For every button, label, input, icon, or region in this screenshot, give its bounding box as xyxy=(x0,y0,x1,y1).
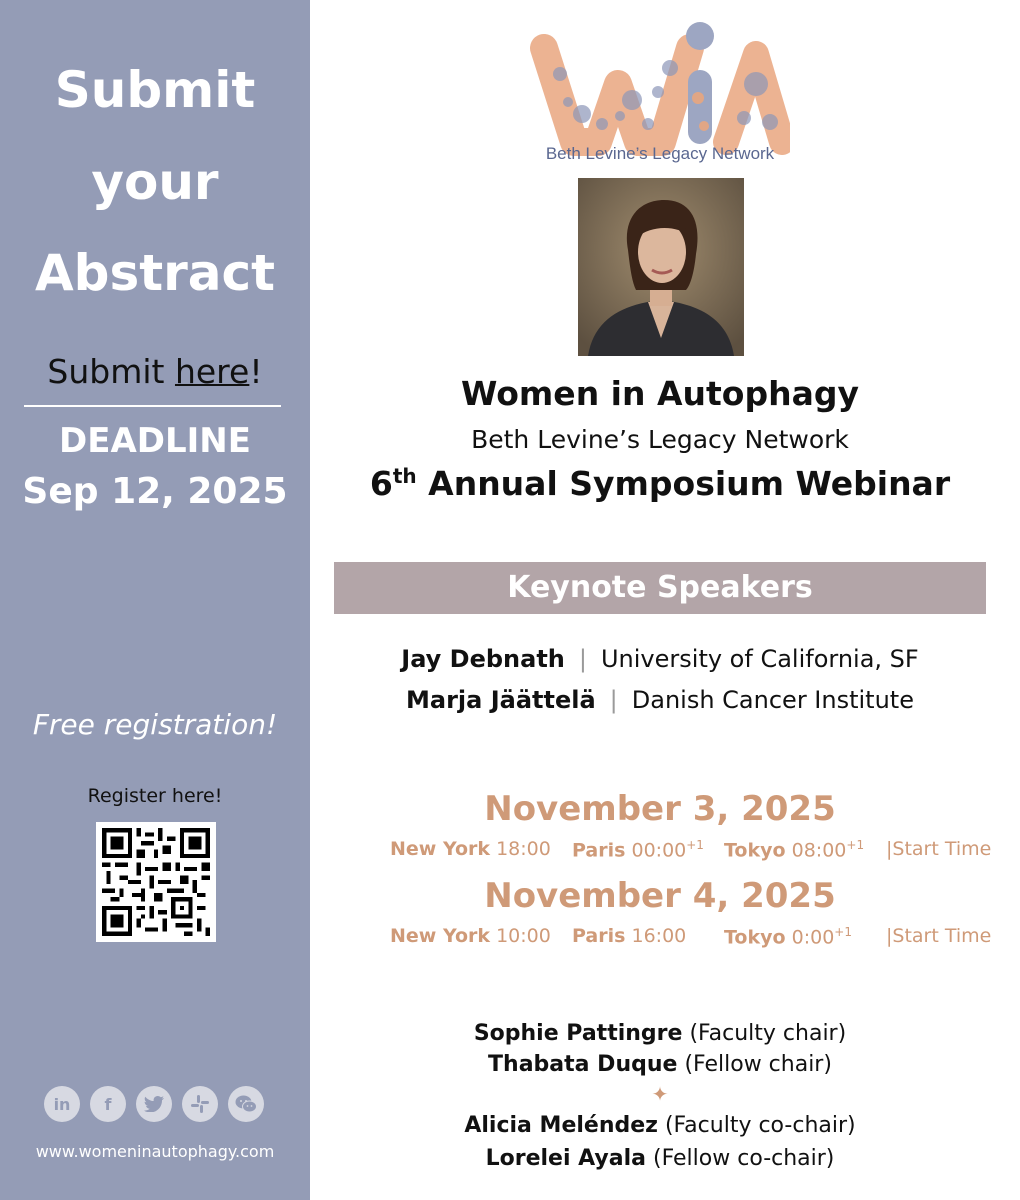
city-name: Paris xyxy=(572,839,626,862)
deadline-label: DEADLINE xyxy=(59,421,251,461)
keynote-speakers-banner: Keynote Speakers xyxy=(334,562,986,614)
event-title: Women in Autophagy xyxy=(461,374,859,413)
time-newyork xyxy=(390,838,551,860)
city-name: Paris xyxy=(572,925,626,947)
city-time: 0:00 xyxy=(791,926,835,949)
linkedin-icon[interactable]: in xyxy=(44,1086,80,1122)
event-subtitle: Beth Levine’s Legacy Network xyxy=(471,425,849,454)
chair-role: (Fellow chair) xyxy=(684,1052,832,1077)
submit-suffix: ! xyxy=(249,352,263,391)
city-name: New York xyxy=(390,925,491,947)
time-paris xyxy=(572,925,686,947)
chair-name: Alicia Meléndez xyxy=(464,1113,658,1138)
chair-row xyxy=(310,1052,1010,1077)
city-time: 08:00 xyxy=(791,839,847,862)
speaker-name: Marja Jäättelä xyxy=(406,686,596,714)
keynote-speaker-row xyxy=(310,645,1010,673)
speaker-name: Jay Debnath xyxy=(401,645,565,673)
free-registration-text: Free registration! xyxy=(32,708,278,741)
slack-icon[interactable] xyxy=(182,1086,218,1122)
day-offset: +1 xyxy=(846,838,865,852)
register-here-label: Register here! xyxy=(87,785,223,807)
time-tokyo xyxy=(724,838,864,861)
registration-qr-code[interactable] xyxy=(96,822,216,942)
chair-row xyxy=(310,1021,1010,1046)
chair-name: Sophie Pattingre xyxy=(473,1021,683,1046)
sidebar-divider xyxy=(24,405,281,407)
city-name: Tokyo xyxy=(724,926,786,949)
chair-row xyxy=(310,1146,1010,1171)
qr-code-icon xyxy=(102,828,210,936)
start-time-label: |Start Time xyxy=(886,838,992,860)
chair-name: Lorelei Ayala xyxy=(485,1146,646,1171)
chair-role: (Fellow co-chair) xyxy=(652,1146,835,1171)
time-tokyo xyxy=(724,925,852,948)
twitter-icon[interactable] xyxy=(136,1086,172,1122)
start-time-label: |Start Time xyxy=(886,925,992,947)
divider-star-icon: ✦ xyxy=(651,1082,669,1106)
edition-number: 6 xyxy=(369,464,393,503)
time-paris xyxy=(572,838,704,861)
city-time: 10:00 xyxy=(496,925,551,947)
event-edition xyxy=(310,464,1010,503)
speaker-portrait-image xyxy=(578,178,744,356)
session-date: November 4, 2025 xyxy=(484,876,836,916)
chair-role: (Faculty co-chair) xyxy=(664,1113,856,1138)
city-time: 00:00 xyxy=(631,839,687,862)
main-content xyxy=(310,0,1020,1200)
day-offset: +1 xyxy=(686,838,704,852)
speaker-separator: | xyxy=(578,645,587,673)
submit-prefix: Submit xyxy=(47,352,175,391)
edition-suffix: th xyxy=(392,464,417,488)
deadline-date: Sep 12, 2025 xyxy=(22,471,288,512)
speaker-affiliation: Danish Cancer Institute xyxy=(631,686,914,714)
time-newyork xyxy=(390,925,551,947)
submit-abstract-text xyxy=(0,352,310,391)
sidebar-title-line-3: Abstract xyxy=(34,244,276,302)
chair-name: Thabata Duque xyxy=(488,1052,678,1077)
speaker-affiliation: University of California, SF xyxy=(600,645,919,673)
website-link[interactable]: www.womeninautophagy.com xyxy=(35,1142,275,1161)
edition-rest: Annual Symposium Webinar xyxy=(416,464,951,503)
chair-row xyxy=(310,1113,1010,1138)
city-name: New York xyxy=(390,838,491,860)
city-name: Tokyo xyxy=(724,839,786,862)
session-date: November 3, 2025 xyxy=(484,789,836,829)
chair-role: (Faculty chair) xyxy=(689,1021,847,1046)
city-time: 18:00 xyxy=(496,838,551,860)
social-links xyxy=(44,1086,264,1122)
day-offset: +1 xyxy=(834,925,852,939)
wechat-icon[interactable] xyxy=(228,1086,264,1122)
sidebar-title-line-2: your xyxy=(91,153,219,211)
city-time: 16:00 xyxy=(631,925,687,947)
sidebar xyxy=(0,0,310,1200)
facebook-icon[interactable]: f xyxy=(90,1086,126,1122)
logo-caption: Beth Levine’s Legacy Network xyxy=(545,144,775,163)
sidebar-title-line-1: Submit xyxy=(54,61,256,119)
keynote-speaker-row xyxy=(310,686,1010,714)
speaker-separator: | xyxy=(609,686,618,714)
submit-here-link[interactable]: here xyxy=(174,352,250,391)
